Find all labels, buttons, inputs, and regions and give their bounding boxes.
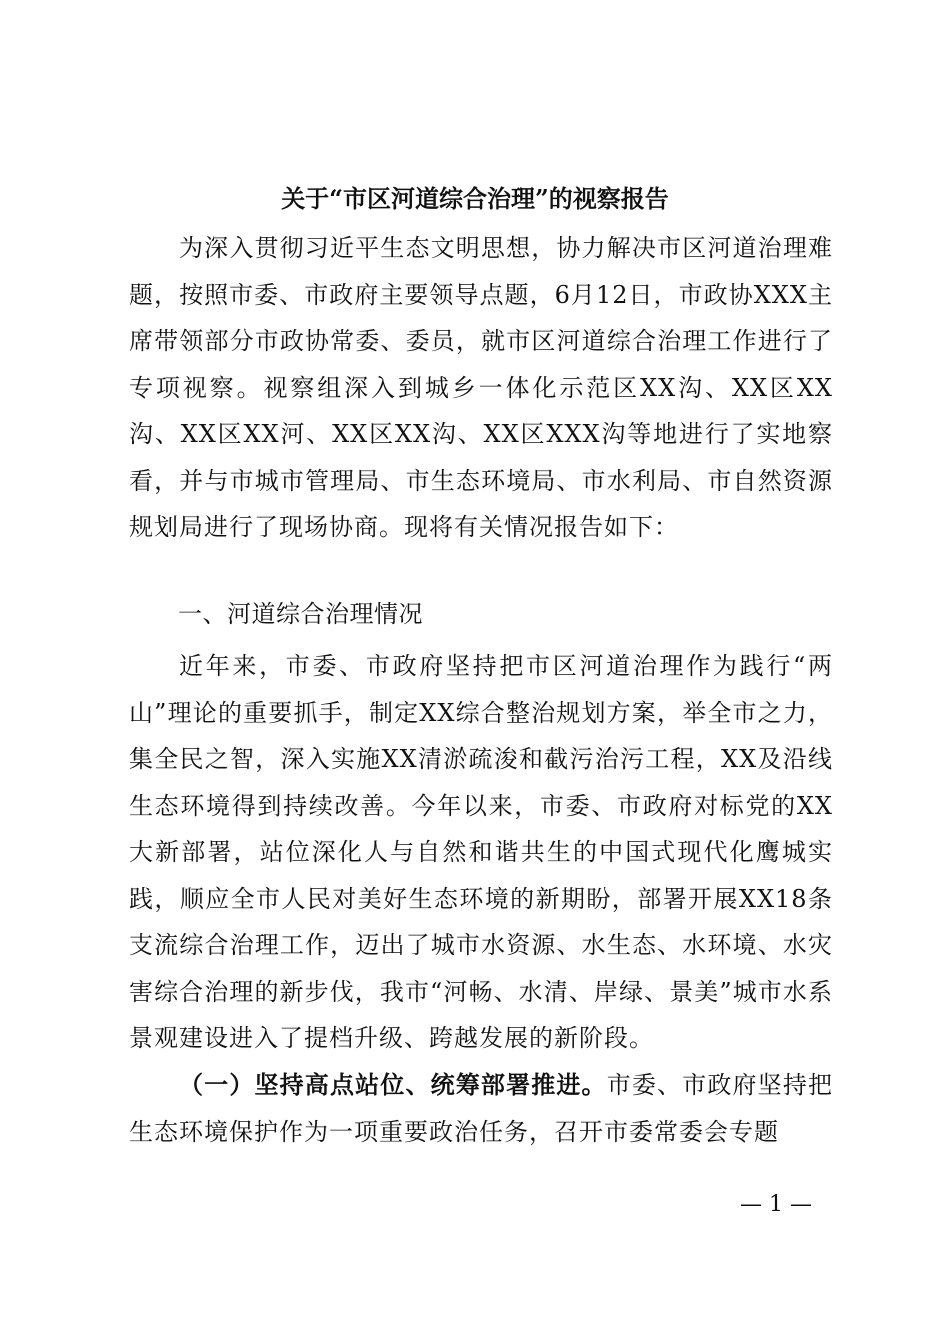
section-body-paragraph: 近年来，市委、市政府坚持把市区河道治理作为践行“两山”理论的重要抓手，制定XX综合整治规划方案，举全市之力，集全民之智，深入实施XX清淤疏浚和截污治污工程，XX及沿线生态环境得到持续改善。今年以来，市委、市政府对标党的XX大新部署，站位深化人与自然和谐共生的中国式现代化鹰城实践，顺应全市人民对美好生态环境的新期盼，部署开展XX18条支流综合治理工作，迈出了城市水资源、水生态、水环境、水灾害综合治理的新步伐，我市“河畅、水清、岸绿、景美”城市水系景观建设进入了提档升级、跨越发展的新阶段。 — [129, 652, 833, 1052]
subsection-paragraph — [129, 1062, 833, 1155]
page-number: — 1 — — [740, 1192, 812, 1217]
subsection-body: 市委、市政府坚持把生态环境保护作为一项重要政治任务，召开市委常委会专题 — [129, 1071, 833, 1146]
subsection-heading: （一）坚持高点站位、统筹部署推进。 — [179, 1070, 607, 1099]
intro-paragraph: 为深入贯彻习近平生态文明思想，协力解决市区河道治理难题，按照市委、市政府主要领导点题，6月12日，市政协XXX主席带领部分市政协常委、委员，就市区河道综合治理工作进行了专项视察。视察组深入到城乡一体化示范区XX沟、XX区XX沟、XX区XX河、XX区XX沟、XX区XXX沟等地进行了实地察看，并与市城市管理局、市生态环境局、市水利局、市自然资源规划局进行了现场协商。现将有关情况报告如下： — [129, 234, 833, 541]
section-heading: 一、河道综合治理情况 — [178, 600, 423, 628]
document-title: 关于“市区河道综合治理”的视察报告 — [281, 184, 669, 213]
